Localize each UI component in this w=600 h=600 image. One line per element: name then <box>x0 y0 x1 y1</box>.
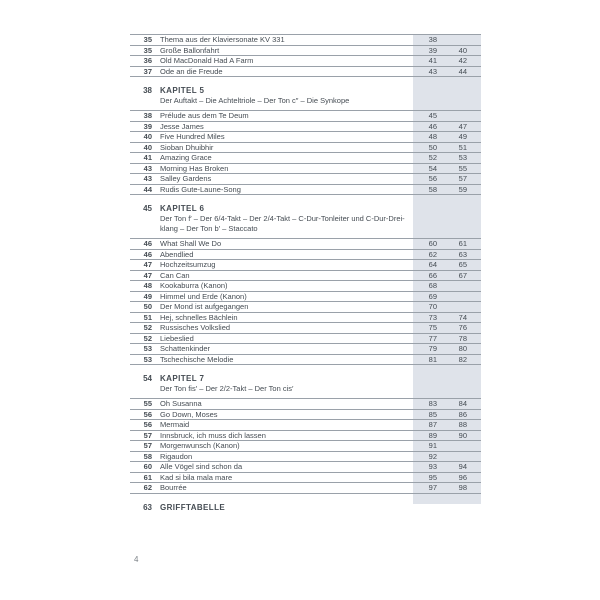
song-number: 46 <box>143 249 152 259</box>
song-title: Jesse James <box>160 121 204 131</box>
song-title: Sioban Dhuibhir <box>160 142 214 152</box>
chapter-title: KAPITEL 5 <box>160 86 205 95</box>
song-number: 35 <box>143 35 152 44</box>
page-number-2: 44 <box>458 66 467 76</box>
toc-row <box>130 174 481 185</box>
song-title: Oh Susanna <box>160 399 202 408</box>
song-number: 43 <box>143 163 152 173</box>
page-number-2: 57 <box>458 174 467 183</box>
song-number: 48 <box>143 281 152 290</box>
page-number-2: 42 <box>458 56 467 65</box>
page-number-2: 53 <box>458 153 467 162</box>
toc-row <box>130 260 481 271</box>
song-number: 62 <box>143 483 152 492</box>
song-title: Five Hundred Miles <box>160 132 225 141</box>
chapter-block <box>130 494 481 517</box>
chapter-block <box>130 77 481 110</box>
song-number: 44 <box>143 184 152 194</box>
page-number-1: 87 <box>428 420 437 429</box>
page-number-1: 92 <box>428 451 437 461</box>
chapter-title: KAPITEL 6 <box>160 204 205 213</box>
song-number: 58 <box>143 451 152 461</box>
chapter-block <box>130 365 481 398</box>
page-number-2: 84 <box>458 399 467 408</box>
chapter-title: KAPITEL 7 <box>160 374 205 383</box>
song-number: 40 <box>143 132 152 141</box>
page-number-1: 95 <box>428 472 437 482</box>
song-number: 43 <box>143 174 152 183</box>
page-number-1: 85 <box>428 409 437 419</box>
song-number: 39 <box>143 121 152 131</box>
song-list-block <box>130 34 481 77</box>
page-number-1: 50 <box>428 142 437 152</box>
song-title: Rudis Gute-Laune-Song <box>160 184 241 194</box>
song-list-block <box>130 238 481 365</box>
page-number-2: 67 <box>458 270 467 280</box>
chapter-heading <box>130 85 481 96</box>
song-title: Schattenkinder <box>160 344 211 353</box>
page-number-1: 68 <box>428 281 437 290</box>
page-footer-number: 4 <box>134 555 139 564</box>
song-title: Liebeslied <box>160 333 194 343</box>
song-number: 57 <box>143 441 152 450</box>
page-number-2: 98 <box>458 483 467 492</box>
song-number: 55 <box>143 399 152 408</box>
song-title: Hochzeitsumzug <box>160 260 216 269</box>
toc-row <box>130 46 481 57</box>
page-number-1: 81 <box>428 354 437 364</box>
song-number: 47 <box>143 270 152 280</box>
toc-row <box>130 462 481 473</box>
page-number-1: 38 <box>428 35 437 44</box>
song-number: 36 <box>143 56 152 65</box>
song-title: Morning Has Broken <box>160 163 229 173</box>
toc-row <box>130 271 481 282</box>
page-number-1: 60 <box>428 239 437 248</box>
song-title: Hej, schnelles Bächlein <box>160 312 238 322</box>
chapter-heading <box>130 203 481 214</box>
toc-row <box>130 292 481 303</box>
song-number: 61 <box>143 472 152 482</box>
page-number-1: 91 <box>428 441 437 450</box>
toc-row <box>130 452 481 463</box>
toc-row <box>130 185 481 196</box>
chapter-title: GRIFFTABELLE <box>160 502 226 512</box>
song-title: Rigaudon <box>160 451 193 461</box>
chapter-subtitle: Der Auftakt – Die Achteltriole – Der Ton c″ – Die Synkope <box>160 96 350 105</box>
song-title: Go Down, Moses <box>160 409 218 419</box>
page-number-1: 46 <box>428 121 437 131</box>
page-number-1: 70 <box>428 302 437 311</box>
page-number-2: 59 <box>458 184 467 194</box>
song-number: 52 <box>143 333 152 343</box>
page-number-1: 64 <box>428 260 437 269</box>
page-number-1: 75 <box>428 323 437 332</box>
toc-row <box>130 302 481 313</box>
song-number: 50 <box>143 302 152 311</box>
song-title: Der Mond ist aufgegangen <box>160 302 249 311</box>
page-number-1: 83 <box>428 399 437 408</box>
page-number-2: 49 <box>458 132 467 141</box>
song-number: 56 <box>143 409 152 419</box>
toc-row <box>130 56 481 67</box>
chapter-subtitle: Der Ton f′ – Der 6/4-Takt – Der 2/4-Takt – C-Dur-Tonleiter und C-Dur-Drei- <box>160 214 405 223</box>
song-title: Salley Gardens <box>160 174 212 183</box>
toc-row <box>130 35 481 46</box>
song-number: 38 <box>143 111 152 120</box>
page-number-2: 63 <box>458 249 467 259</box>
toc-row <box>130 153 481 164</box>
song-title: Old MacDonald Had A Farm <box>160 56 254 65</box>
song-title: Kad si bila mala mare <box>160 472 233 482</box>
toc-row <box>130 143 481 154</box>
page-number-1: 58 <box>428 184 437 194</box>
page-number-1: 66 <box>428 270 437 280</box>
toc-row <box>130 111 481 122</box>
song-title: Mermaid <box>160 420 190 429</box>
page-number-1: 69 <box>428 291 437 301</box>
chapter-page-number: 45 <box>143 204 152 213</box>
page-number-2: 88 <box>458 420 467 429</box>
toc-row <box>130 431 481 442</box>
song-title: Tschechische Melodie <box>160 354 234 364</box>
song-number: 52 <box>143 323 152 332</box>
toc-row <box>130 67 481 78</box>
page-number-2: 40 <box>458 45 467 55</box>
toc-row <box>130 344 481 355</box>
song-title: Prélude aus dem Te Deum <box>160 111 249 120</box>
toc-row <box>130 441 481 452</box>
toc-row <box>130 323 481 334</box>
toc-row <box>130 313 481 324</box>
page-number-2: 94 <box>458 462 467 471</box>
chapter-subtitle: Der Ton fis′ – Der 2/2-Takt – Der Ton cis′ <box>160 384 294 393</box>
page-number-1: 54 <box>428 163 437 173</box>
song-title: Alle Vögel sind schon da <box>160 462 243 471</box>
page-number-1: 73 <box>428 312 437 322</box>
song-number: 56 <box>143 420 152 429</box>
chapter-heading <box>130 373 481 384</box>
song-number: 47 <box>143 260 152 269</box>
song-title: Can Can <box>160 270 190 280</box>
toc-row <box>130 355 481 366</box>
page-number-2: 78 <box>458 333 467 343</box>
page-number-1: 79 <box>428 344 437 353</box>
toc-row <box>130 410 481 421</box>
song-number: 51 <box>143 312 152 322</box>
page-number-1: 62 <box>428 249 437 259</box>
page-number-2: 76 <box>458 323 467 332</box>
toc-row <box>130 420 481 431</box>
toc-row <box>130 164 481 175</box>
toc-row <box>130 250 481 261</box>
song-number: 46 <box>143 239 152 248</box>
page-number-1: 48 <box>428 132 437 141</box>
chapter-page-number: 38 <box>143 86 152 95</box>
song-number: 40 <box>143 142 152 152</box>
page-number-2: 65 <box>458 260 467 269</box>
song-title: Himmel und Erde (Kanon) <box>160 291 247 301</box>
song-number: 49 <box>143 291 152 301</box>
song-title: Thema aus der Klaviersonate KV 331 <box>160 35 285 44</box>
page-number-2: 61 <box>458 239 467 248</box>
song-number: 57 <box>143 430 152 440</box>
page-number-1: 89 <box>428 430 437 440</box>
song-number: 35 <box>143 45 152 55</box>
page-number-2: 55 <box>458 163 467 173</box>
song-title: What Shall We Do <box>160 239 222 248</box>
song-title: Russisches Volkslied <box>160 323 231 332</box>
page-number-1: 56 <box>428 174 437 183</box>
song-title: Abendlied <box>160 249 194 259</box>
chapter-block <box>130 195 481 238</box>
chapter-subtitle: klang – Der Ton b′ – Staccato <box>160 224 258 233</box>
song-number: 60 <box>143 462 152 471</box>
song-number: 37 <box>143 66 152 76</box>
song-title: Amazing Grace <box>160 153 212 162</box>
page-number-2: 96 <box>458 472 467 482</box>
page-number-1: 45 <box>428 111 437 120</box>
page-number-1: 39 <box>428 45 437 55</box>
song-number: 41 <box>143 153 152 162</box>
page-number-1: 41 <box>428 56 437 65</box>
song-title: Kookaburra (Kanon) <box>160 281 228 290</box>
page-number-2: 86 <box>458 409 467 419</box>
page-number-2: 90 <box>458 430 467 440</box>
song-title: Große Ballonfahrt <box>160 45 220 55</box>
page-number-1: 77 <box>428 333 437 343</box>
page-number-2: 80 <box>458 344 467 353</box>
song-title: Innsbruck, ich muss dich lassen <box>160 430 266 440</box>
song-list-block <box>130 398 481 494</box>
toc-row <box>130 132 481 143</box>
table-of-contents <box>130 34 481 517</box>
song-list-block <box>130 110 481 195</box>
page-number-2: 74 <box>458 312 467 322</box>
toc-row <box>130 399 481 410</box>
toc-row <box>130 122 481 133</box>
toc-row <box>130 473 481 484</box>
chapter-heading <box>130 502 481 513</box>
song-number: 53 <box>143 344 152 353</box>
chapter-page-number: 63 <box>143 502 152 512</box>
page-number-1: 43 <box>428 66 437 76</box>
toc-row <box>130 239 481 250</box>
page-number-2: 47 <box>458 121 467 131</box>
song-number: 53 <box>143 354 152 364</box>
toc-row <box>130 483 481 494</box>
page-number-1: 93 <box>428 462 437 471</box>
page-number-2: 82 <box>458 354 467 364</box>
song-title: Morgenwunsch (Kanon) <box>160 441 240 450</box>
chapter-page-number: 54 <box>143 374 152 383</box>
page-number-1: 97 <box>428 483 437 492</box>
page-number-1: 52 <box>428 153 437 162</box>
song-title: Bourrée <box>160 483 187 492</box>
toc-row <box>130 281 481 292</box>
song-title: Ode an die Freude <box>160 66 223 76</box>
page-number-2: 51 <box>458 142 467 152</box>
toc-row <box>130 334 481 345</box>
